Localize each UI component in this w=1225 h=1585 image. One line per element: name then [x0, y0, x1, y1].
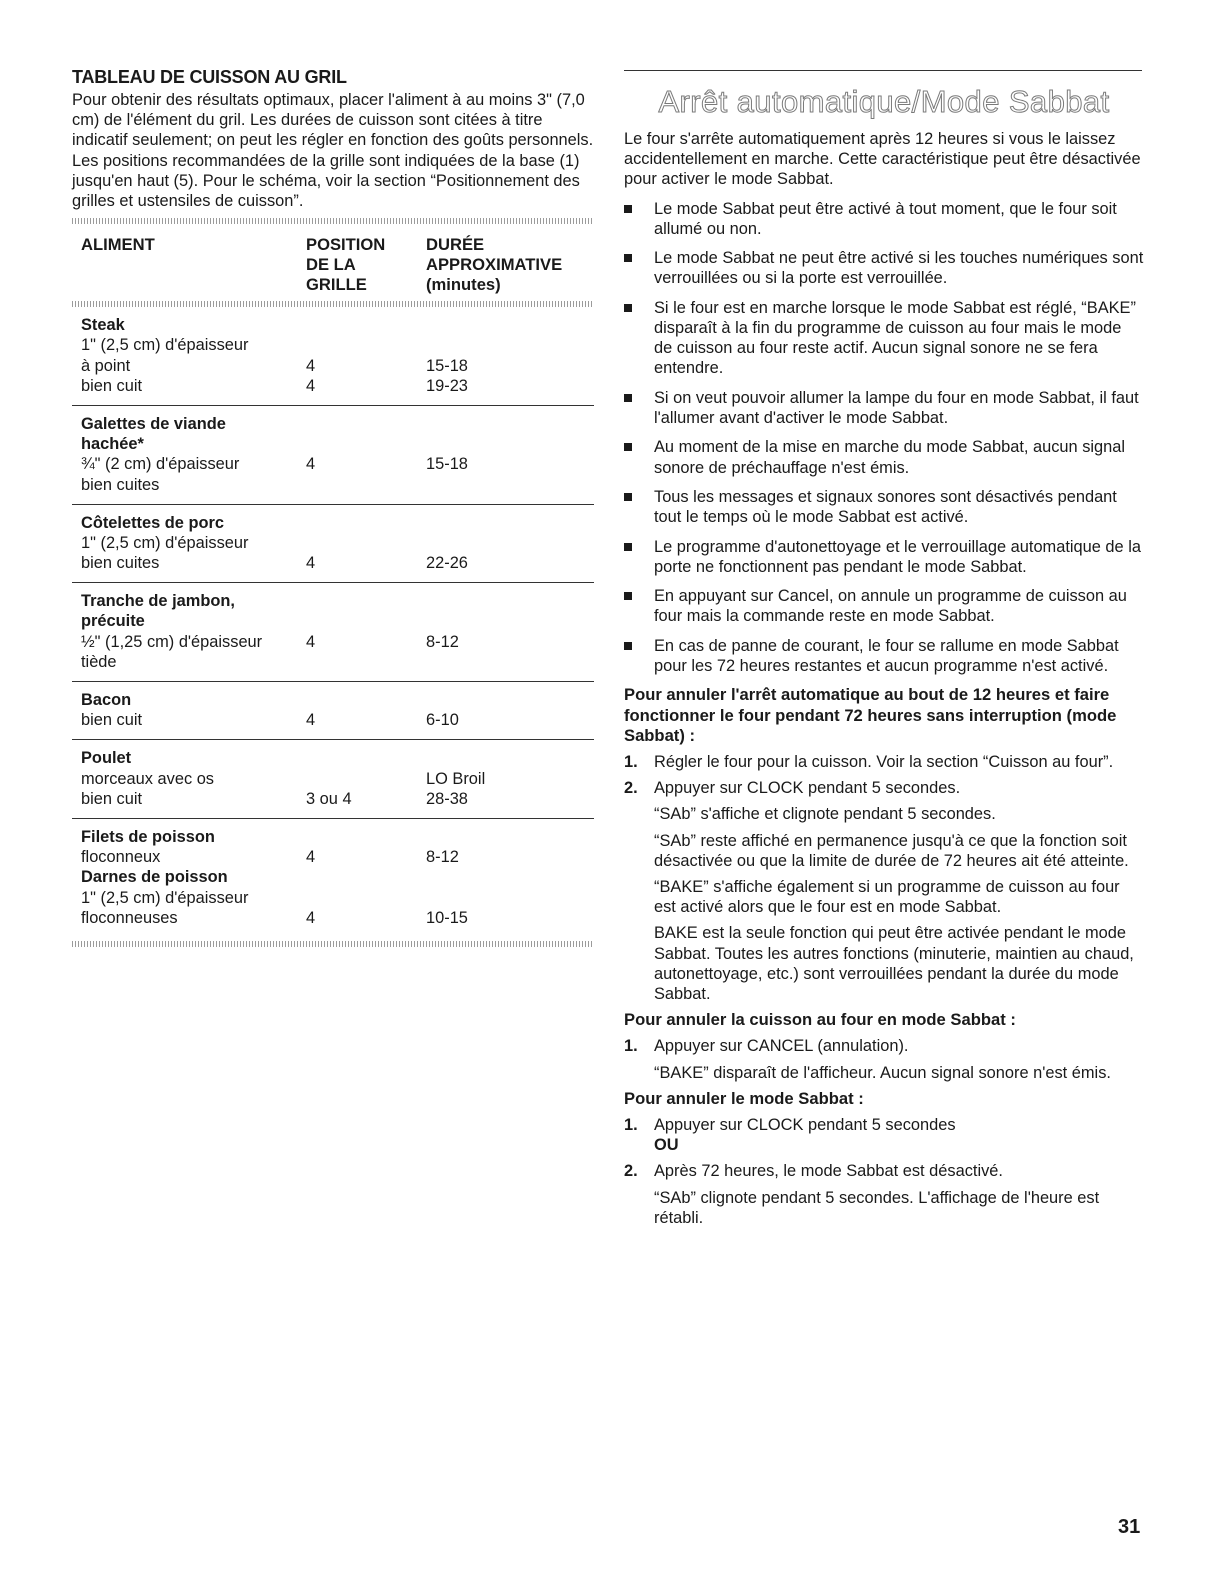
step-number: 2.: [624, 1162, 638, 1181]
table-row: [72, 475, 594, 495]
table-row: [72, 356, 594, 376]
square-bullet-icon: [624, 493, 632, 501]
square-bullet-icon: [624, 254, 632, 262]
step-list: [624, 752, 1144, 1004]
header-aliment: ALIMENT: [81, 235, 155, 255]
step-number: 1.: [624, 1037, 638, 1056]
time-cell: 19-23: [426, 376, 468, 395]
step-item: [624, 1036, 1144, 1082]
table-row: [72, 867, 594, 887]
table-header: [72, 224, 594, 301]
step-note: “SAb” reste affiché en permanence jusqu'à ce que la fonction soit désactivée ou que la limite de durée de 72 heures ait été atteinte.: [654, 831, 1129, 870]
table-row: [72, 335, 594, 355]
table-row: [72, 652, 594, 672]
time-cell: 10-15: [426, 908, 468, 927]
table-row: [72, 454, 594, 474]
table-row: [72, 789, 594, 809]
table-row: [72, 827, 594, 847]
food-cell: bien cuit: [81, 789, 143, 808]
food-cell: Tranche de jambon,: [81, 592, 235, 611]
food-cell: ¾" (2 cm) d'épaisseur: [81, 455, 240, 474]
table-group: [72, 583, 594, 682]
instruction-heading: Pour annuler le mode Sabbat :: [624, 1088, 864, 1108]
step-note: “SAb” s'affiche et clignote pendant 5 secondes.: [654, 805, 996, 824]
food-cell: morceaux avec os: [81, 769, 215, 788]
table-group: [72, 819, 594, 937]
table-row: [72, 769, 594, 789]
step-list: [624, 1036, 1144, 1082]
bullet-item: [624, 586, 1144, 626]
bullet-text: Si on veut pouvoir allumer la lampe du four en mode Sabbat, il faut l'allumer avant d'activer le mode Sabbat.: [654, 388, 1139, 427]
position-cell: 4: [306, 455, 316, 474]
food-cell: Côtelettes de porc: [81, 513, 224, 532]
food-cell: bien cuites: [81, 554, 160, 573]
step-number: 1.: [624, 1116, 638, 1135]
food-cell: Bacon: [81, 691, 132, 710]
table-group: [72, 307, 594, 406]
step-note: BAKE est la seule fonction qui peut être activée pendant le mode Sabbat. Toutes les autres fonctions (minuterie, maintien au chaud, autonettoyage, etc.) sont verrouillées pendant la durée du mode Sabbat.: [654, 924, 1134, 1003]
food-cell: bien cuit: [81, 376, 143, 395]
position-cell: 4: [306, 554, 316, 573]
time-cell: 28-38: [426, 789, 468, 808]
bullet-item: [624, 298, 1144, 379]
broil-chart-section: [72, 66, 594, 947]
square-bullet-icon: [624, 543, 632, 551]
table-row: [72, 908, 594, 928]
bullet-text: Le programme d'autonettoyage et le verrouillage automatique de la porte ne fonctionnent pas pendant le mode Sabbat.: [654, 537, 1141, 576]
step-or: OU: [654, 1136, 679, 1155]
table-row: [72, 847, 594, 867]
bullet-item: [624, 537, 1144, 577]
time-cell: LO Broil: [426, 769, 486, 788]
square-bullet-icon: [624, 642, 632, 650]
food-cell: Galettes de viande: [81, 414, 226, 433]
food-cell: bien cuit: [81, 711, 143, 730]
time-cell: 15-18: [426, 455, 468, 474]
square-bullet-icon: [624, 443, 632, 451]
food-cell: précuite: [81, 612, 145, 631]
food-cell: ½" (1,25 cm) d'épaisseur: [81, 632, 263, 651]
section-title: TABLEAU DE CUISSON AU GRIL: [72, 67, 347, 87]
position-cell: 4: [306, 632, 316, 651]
bullet-item: [624, 487, 1144, 527]
bullet-item: [624, 248, 1144, 288]
time-cell: 8-12: [426, 848, 459, 867]
time-cell: 6-10: [426, 711, 459, 730]
table-row: [72, 376, 594, 396]
table-row: [72, 553, 594, 573]
bullet-text: Tous les messages et signaux sonores sont désactivés pendant tout le temps où le mode Sabbat est activé.: [654, 487, 1117, 527]
square-bullet-icon: [624, 205, 632, 213]
position-cell: 4: [306, 376, 316, 395]
step-text: Appuyer sur CLOCK pendant 5 secondes: [654, 1116, 956, 1135]
food-cell: 1" (2,5 cm) d'épaisseur: [81, 888, 249, 907]
time-cell: 8-12: [426, 632, 459, 651]
step-note: “BAKE” disparaît de l'afficheur. Aucun signal sonore n'est émis.: [654, 1063, 1111, 1082]
page-number: 31: [1118, 1516, 1141, 1538]
instruction-heading: Pour annuler l'arrêt automatique au bout de 12 heures et faire fonctionner le four pendant 72 heures sans interruption (mode Sabbat) :: [624, 685, 1117, 745]
bullet-text: En appuyant sur Cancel, on annule un programme de cuisson au four mais la commande reste en mode Sabbat.: [654, 587, 1127, 626]
time-cell: 15-18: [426, 356, 468, 375]
food-cell: hachée*: [81, 435, 144, 454]
time-cell: 22-26: [426, 554, 468, 573]
bullet-item: [624, 199, 1144, 239]
step-text: Après 72 heures, le mode Sabbat est désactivé.: [654, 1162, 1003, 1181]
sabbath-instructions: [624, 685, 1144, 1228]
table-group: [72, 505, 594, 584]
sabbath-intro: Le four s'arrête automatiquement après 12 heures si vous le laissez accidentellement en marche. Cette caractéristique peut être désactivée pour activer le mode Sabbat.: [624, 130, 1141, 189]
table-row: [72, 513, 594, 533]
step-item: [624, 1161, 1144, 1228]
position-cell: 4: [306, 848, 316, 867]
food-cell: à point: [81, 356, 131, 375]
header-duree: DURÉE APPROXIMATIVE (minutes): [426, 235, 563, 295]
table-row: [72, 591, 594, 611]
food-cell: 1" (2,5 cm) d'épaisseur: [81, 336, 249, 355]
step-item: [624, 1115, 1144, 1155]
table-group: [72, 740, 594, 819]
table-row: [72, 414, 594, 434]
table-row: [72, 690, 594, 710]
instruction-heading: Pour annuler la cuisson au four en mode Sabbat :: [624, 1010, 1016, 1030]
table-row: [72, 315, 594, 335]
table-row: [72, 611, 594, 631]
square-bullet-icon: [624, 304, 632, 312]
intro-paragraph: Pour obtenir des résultats optimaux, placer l'aliment à au moins 3" (7,0 cm) de l'élément du gril. Les durées de cuisson sont citées à titre indicatif seulement; on peut les régler en fonction des goûts personnels. Les positions recommandées de la grille sont indiquées de la base (1) jusqu'en haut (5). Pour le schéma, voir la section “Positionnement des grilles et ustensiles de cuisson”.: [72, 91, 594, 211]
table-row: [72, 748, 594, 768]
position-cell: 4: [306, 908, 316, 927]
table-group: [72, 406, 594, 505]
step-item: [624, 752, 1144, 772]
step-text: Appuyer sur CLOCK pendant 5 secondes.: [654, 779, 961, 798]
table-row: [72, 434, 594, 454]
position-cell: 4: [306, 711, 316, 730]
section-rule: [624, 70, 1142, 71]
table-row: [72, 710, 594, 730]
food-cell: Steak: [81, 316, 125, 335]
square-bullet-icon: [624, 592, 632, 600]
step-text: Régler le four pour la cuisson. Voir la section “Cuisson au four”.: [654, 752, 1114, 771]
step-list: [624, 1115, 1144, 1228]
food-cell: bien cuites: [81, 475, 160, 494]
food-cell: floconneuses: [81, 908, 178, 927]
sabbath-title: Arrêt automatique/Mode Sabbat: [658, 84, 1110, 119]
step-number: 1.: [624, 752, 638, 771]
food-cell: tiède: [81, 652, 117, 671]
square-bullet-icon: [624, 394, 632, 402]
bullet-item: [624, 636, 1144, 676]
food-cell: Darnes de poisson: [81, 868, 228, 887]
table-row: [72, 533, 594, 553]
table-body: [72, 307, 594, 937]
bullet-text: Au moment de la mise en marche du mode Sabbat, aucun signal sonore de préchauffage n'est émis.: [654, 438, 1126, 477]
food-cell: Filets de poisson: [81, 827, 215, 846]
step-item: [624, 778, 1144, 1004]
bullet-text: Le mode Sabbat ne peut être activé si les touches numériques sont verrouillées ou si la porte est verrouillée.: [654, 249, 1144, 288]
table-bottom-divider: [72, 941, 594, 947]
food-cell: Poulet: [81, 749, 132, 768]
table-group: [72, 682, 594, 740]
table-row: [72, 888, 594, 908]
bullet-text: Si le four est en marche lorsque le mode Sabbat est réglé, “BAKE” disparaît à la fin du programme de cuisson au four mais le mode de cuisson au four reste actif. Aucun signal sonore ne se fera entendre.: [654, 298, 1136, 378]
bullet-item: [624, 437, 1144, 477]
bullet-text: Le mode Sabbat peut être activé à tout moment, que le four soit allumé ou non.: [654, 199, 1117, 238]
bullet-item: [624, 388, 1144, 428]
step-text: Appuyer sur CANCEL (annulation).: [654, 1037, 909, 1056]
position-cell: 4: [306, 356, 316, 375]
sabbath-bullet-list: [624, 199, 1144, 677]
header-position: POSITION DE LA GRILLE: [306, 235, 386, 295]
step-note: “SAb” clignote pendant 5 secondes. L'affichage de l'heure est rétabli.: [654, 1188, 1100, 1227]
bullet-text: En cas de panne de courant, le four se rallume en mode Sabbat pour les 72 heures restantes et aucun programme n'est activé.: [654, 636, 1119, 675]
sabbath-section: [624, 70, 1144, 1234]
table-row: [72, 632, 594, 652]
step-number: 2.: [624, 779, 638, 798]
food-cell: floconneux: [81, 848, 161, 867]
position-cell: 3 ou 4: [306, 789, 352, 808]
food-cell: 1" (2,5 cm) d'épaisseur: [81, 533, 249, 552]
step-note: “BAKE” s'affiche également si un programme de cuisson au four est activé alors que le four est en mode Sabbat.: [654, 877, 1120, 917]
